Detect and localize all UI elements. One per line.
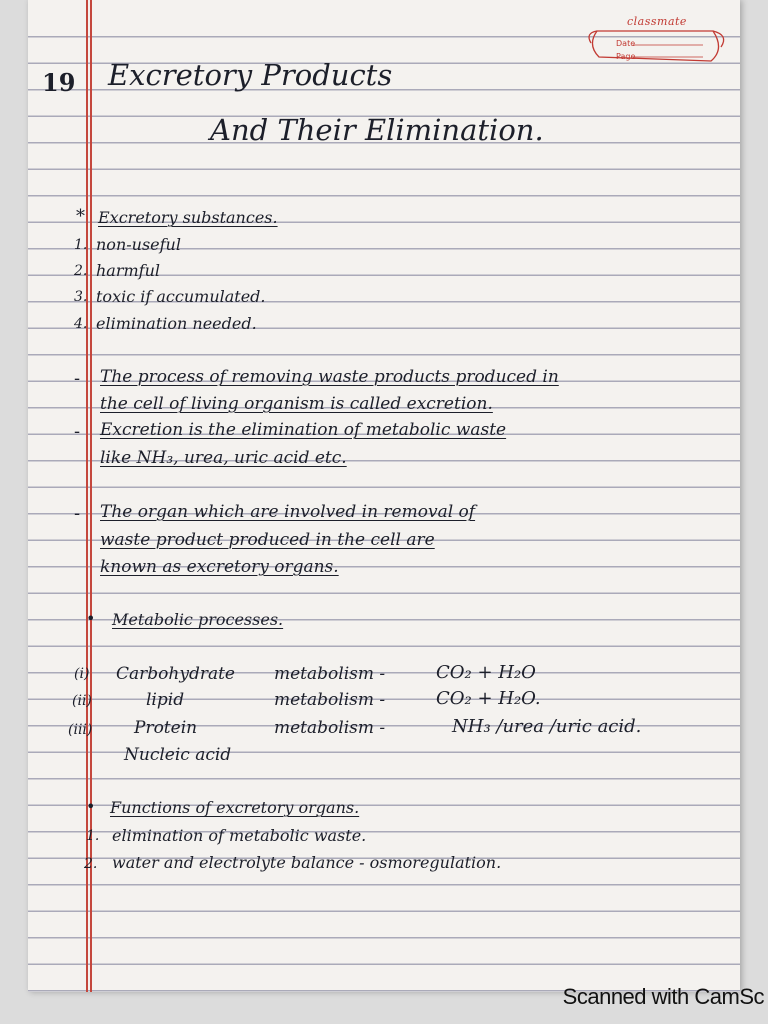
substance-num: 3. — [74, 289, 88, 305]
substance-item: elimination needed. — [96, 314, 257, 333]
definition-line: like NH₃, urea, uric acid etc. — [100, 448, 347, 468]
metabolic-num: (i) — [74, 666, 90, 682]
dash-bullet: - — [74, 503, 81, 524]
metabolic-name: lipid — [146, 690, 185, 710]
function-item: water and electrolyte balance - osmoregulation. — [112, 853, 502, 872]
metabolic-name: Carbohydrate — [116, 664, 235, 684]
substance-item: non-useful — [96, 235, 181, 254]
substance-item: harmful — [96, 261, 161, 280]
title-line-2: And Their Elimination. — [210, 113, 544, 147]
star-bullet: * — [76, 206, 85, 227]
definition-line: The process of removing waste products produced in — [100, 367, 559, 387]
substance-num: 2. — [74, 263, 88, 279]
classmate-logo — [585, 15, 730, 71]
definition-line: Excretion is the elimination of metabolic waste — [100, 420, 507, 440]
metabolic-name: Protein — [134, 718, 198, 738]
metabolic-heading: Metabolic processes. — [112, 610, 284, 629]
chapter-number: 19 — [42, 68, 76, 97]
logo-brand: classmate — [627, 15, 687, 28]
dot-bullet: • — [86, 609, 96, 628]
substance-item: toxic if accumulated. — [96, 287, 266, 306]
substances-heading: Excretory substances. — [98, 208, 278, 227]
metabolic-num: (ii) — [72, 693, 92, 709]
notebook-page — [28, 0, 740, 992]
definition-line: the cell of living organism is called excretion. — [100, 394, 493, 414]
substance-num: 4. — [74, 316, 88, 332]
metabolic-extra: Nucleic acid — [124, 745, 232, 765]
title-line-1: Excretory Products — [108, 58, 393, 92]
definition-line: known as excretory organs. — [100, 557, 339, 577]
definition-line: The organ which are involved in removal of — [100, 502, 476, 522]
metabolic-product: CO₂ + H₂O — [436, 662, 536, 683]
dash-bullet: - — [74, 368, 81, 389]
dot-bullet: • — [86, 797, 96, 816]
metabolic-process: metabolism - — [274, 664, 386, 684]
definition-line: waste product produced in the cell are — [100, 530, 435, 550]
metabolic-process: metabolism - — [274, 690, 386, 710]
substance-num: 1. — [74, 237, 88, 253]
logo-page-label: Page — [616, 52, 636, 61]
scanner-watermark: Scanned with CamSc — [562, 984, 764, 1009]
functions-heading: Functions of excretory organs. — [110, 798, 360, 817]
metabolic-product: NH₃ /urea /uric acid. — [452, 716, 642, 737]
logo-date-label: Date — [616, 39, 636, 48]
metabolic-num: (iii) — [68, 722, 93, 738]
function-num: 2. — [84, 856, 98, 872]
logo-frame-icon — [585, 23, 730, 71]
metabolic-process: metabolism - — [274, 718, 386, 738]
metabolic-product: CO₂ + H₂O. — [436, 688, 541, 709]
dash-bullet: - — [74, 421, 81, 442]
function-item: elimination of metabolic waste. — [112, 826, 367, 845]
function-num: 1. — [86, 828, 100, 844]
